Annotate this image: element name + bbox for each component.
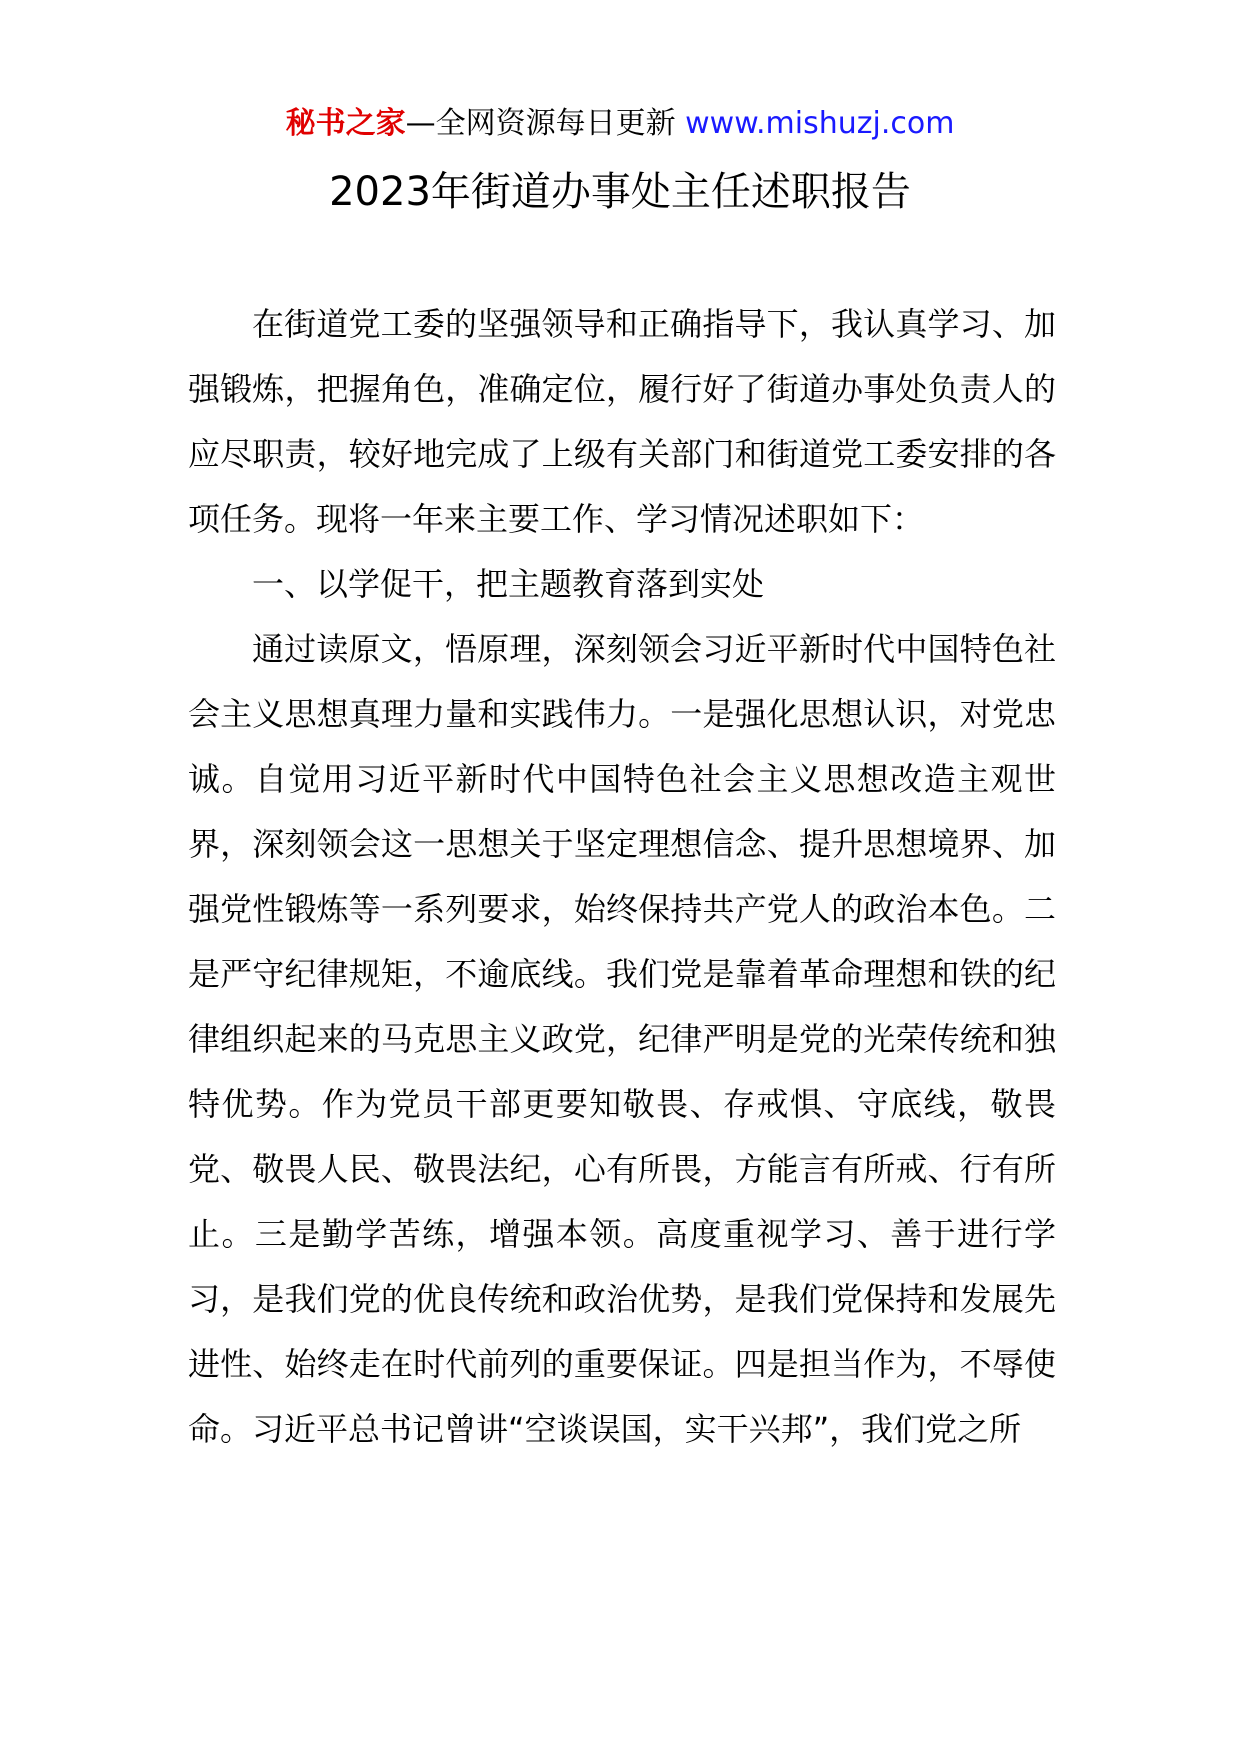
document-title: 2023年街道办事处主任述职报告: [329, 169, 911, 215]
site-brand: 秘书之家: [285, 106, 406, 141]
site-header: [0, 102, 1240, 146]
document-body: [188, 292, 1056, 1462]
site-url-link[interactable]: www.mishuzj.com: [685, 106, 955, 141]
site-slogan: —全网资源每日更新: [405, 106, 686, 141]
intro-paragraph: 在街道党工委的坚强领导和正确指导下，我认真学习、加强锻炼，把握角色，准确定位，履行好了街道办事处负责人的应尽职责，较好地完成了上级有关部门和街道党工委安排的各项任务。现将一年来主要工作、学习情况述职如下：: [188, 305, 1056, 538]
section-heading: 一、以学促干，把主题教育落到实处: [252, 565, 765, 603]
section-paragraph: 通过读原文，悟原理，深刻领会习近平新时代中国特色社会主义思想真理力量和实践伟力。一是强化思想认识，对党忠诚。自觉用习近平新时代中国特色社会主义思想改造主观世界，深刻领会这一思想关于坚定理想信念、提升思想境界、加强党性锻炼等一系列要求，始终保持共产党人的政治本色。二是严守纪律规矩，不逾底线。我们党是靠着革命理想和铁的纪律组织起来的马克思主义政党，纪律严明是党的光荣传统和独特优势。作为党员干部更要知敬畏、存戒惧、守底线，敬畏党、敬畏人民、敬畏法纪，心有所畏，方能言有所戒、行有所止。三是勤学苦练，增强本领。高度重视学习、善于进行学习，是我们党的优良传统和政治优势，是我们党保持和发展先进性、始终走在时代前列的重要保证。四是担当作为，不辱使命。习近平总书记曾讲“空谈误国，实干兴邦”，我们党之所: [188, 630, 1056, 1448]
